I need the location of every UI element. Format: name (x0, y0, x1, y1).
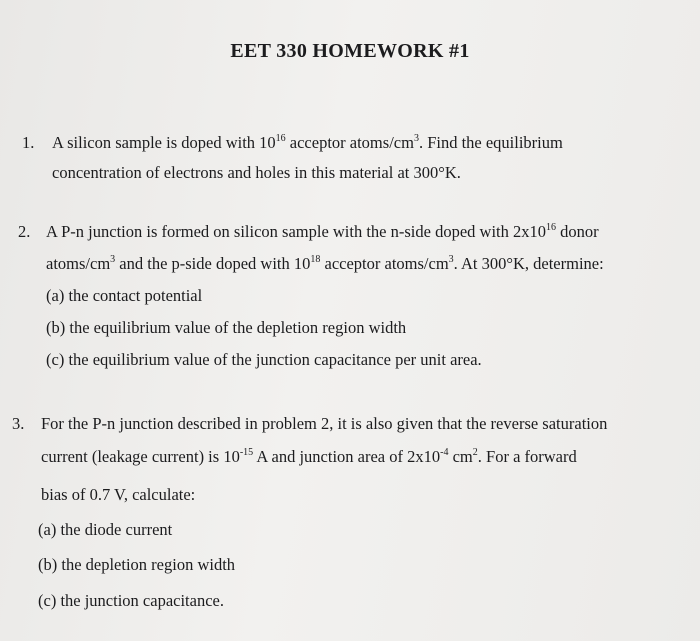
problem-3-line-3: bias of 0.7 V, calculate: (41, 485, 196, 504)
problem-3-part-a: (a) the diode current (38, 520, 173, 539)
problem-2-part-c: (c) the equilibrium value of the junction capacitance per unit area. (46, 350, 482, 369)
problem-2-number: 2. (18, 222, 31, 241)
problem-3-line-1: For the P-n junction described in problem 2, it is also given that the reverse saturation (41, 414, 608, 433)
page-title: EET 330 HOMEWORK #1 (230, 40, 470, 62)
problem-1-line-2: concentration of electrons and holes in this material at 300°K. (52, 163, 461, 182)
problem-1-line-1: A silicon sample is doped with $10^{16}$ acceptor atoms/$cm^3$. Find the equilibrium (52, 133, 563, 152)
problem-2-part-b: (b) the equilibrium value of the depletion region width (46, 318, 407, 337)
problem-3-number: 3. (12, 414, 25, 433)
problem-3-part-c: (c) the junction capacitance. (38, 591, 224, 610)
problem-2-line-1: A P-n junction is formed on silicon sample with the n-side doped with $2x10^{16}$ donor (46, 222, 599, 241)
problem-2-line-2: atoms/$cm^3$ and the p-side doped with $10^{18}$ acceptor atoms/$cm^3$. At 300°K, determine: (46, 254, 604, 273)
problem-3-part-b: (b) the depletion region width (38, 555, 236, 574)
problem-3-line-2: current (leakage current) is $10^{-15}$ A and junction area of $2x10^{-4}$ $cm^2$. For a forward (41, 447, 577, 466)
problem-1-number: 1. (22, 133, 35, 152)
problem-2-part-a: (a) the contact potential (46, 286, 203, 305)
